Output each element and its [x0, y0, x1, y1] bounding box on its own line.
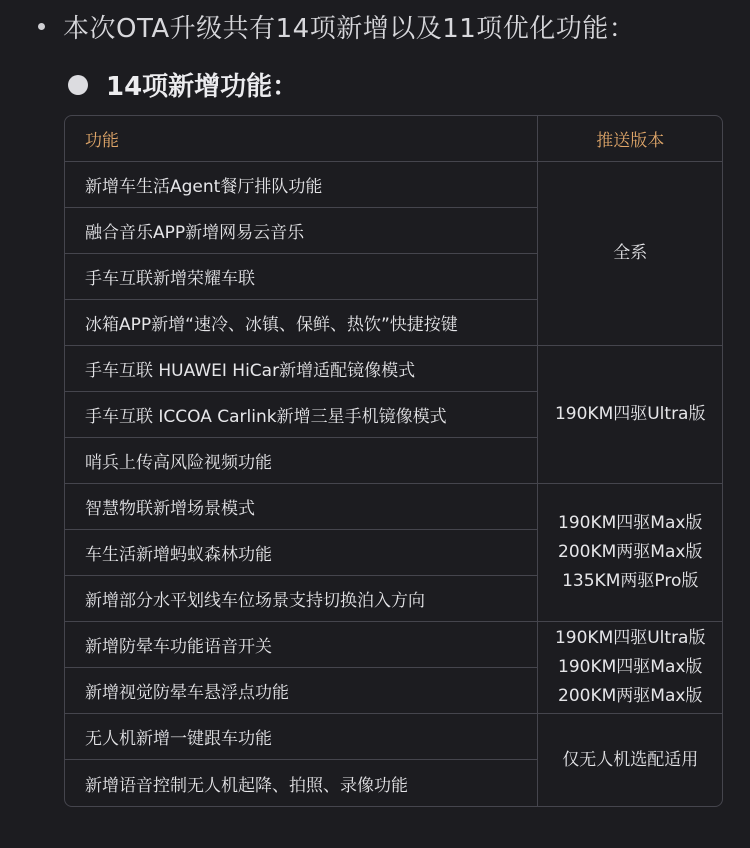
header-feature: 功能 — [65, 116, 538, 162]
feature-cell: 新增语音控制无人机起降、拍照、录像功能 — [65, 760, 538, 806]
table-row — [65, 346, 722, 392]
feature-cell: 手车互联新增荣耀车联 — [65, 254, 538, 300]
table-body — [65, 162, 722, 806]
version-cell — [538, 714, 722, 806]
header-version: 推送版本 — [538, 116, 722, 162]
version-label: 200KM两驱Max版 — [558, 686, 703, 706]
version-label: 190KM四驱Max版 — [558, 513, 703, 533]
version-label: 190KM四驱Ultra版 — [554, 628, 706, 648]
table-header-row — [65, 116, 722, 162]
version-label: 仅无人机选配适用 — [562, 749, 699, 770]
feature-cell: 手车互联 ICCOA Carlink新增三星手机镜像模式 — [65, 392, 538, 438]
intro-line — [38, 8, 635, 45]
feature-cell: 新增视觉防晕车悬浮点功能 — [65, 668, 538, 714]
feature-cell: 无人机新增一键跟车功能 — [65, 714, 538, 760]
section-title: 14项新增功能： — [106, 72, 299, 102]
section-bullet — [68, 75, 88, 95]
feature-cell: 融合音乐APP新增网易云音乐 — [65, 208, 538, 254]
table-row — [65, 714, 722, 760]
feature-cell: 车生活新增蚂蚁森林功能 — [65, 530, 538, 576]
version-label: 190KM四驱Max版 — [558, 657, 703, 677]
feature-cell: 冰箱APP新增“速冷、冰镇、保鲜、热饮”快捷按键 — [65, 300, 538, 346]
intro-text: 本次OTA升级共有14项新增以及11项优化功能： — [63, 14, 636, 44]
version-cell — [538, 346, 722, 484]
table-row — [65, 622, 722, 668]
feature-cell: 新增防晕车功能语音开关 — [65, 622, 538, 668]
version-cell — [538, 484, 722, 622]
table-row — [65, 484, 722, 530]
version-label: 190KM四驱Ultra版 — [554, 404, 706, 424]
features-table — [64, 115, 723, 807]
version-label: 全系 — [613, 243, 648, 263]
version-cell — [538, 622, 722, 714]
version-label: 200KM两驱Max版 — [558, 542, 703, 562]
section-heading — [68, 66, 298, 103]
version-label: 135KM两驱Pro版 — [562, 571, 699, 591]
table-row — [65, 162, 722, 208]
feature-cell: 智慧物联新增场景模式 — [65, 484, 538, 530]
feature-cell: 哨兵上传高风险视频功能 — [65, 438, 538, 484]
feature-cell: 新增车生活Agent餐厅排队功能 — [65, 162, 538, 208]
version-cell — [538, 162, 722, 346]
feature-cell: 手车互联 HUAWEI HiCar新增适配镜像模式 — [65, 346, 538, 392]
feature-cell: 新增部分水平划线车位场景支持切换泊入方向 — [65, 576, 538, 622]
bullet-dot — [38, 23, 45, 30]
